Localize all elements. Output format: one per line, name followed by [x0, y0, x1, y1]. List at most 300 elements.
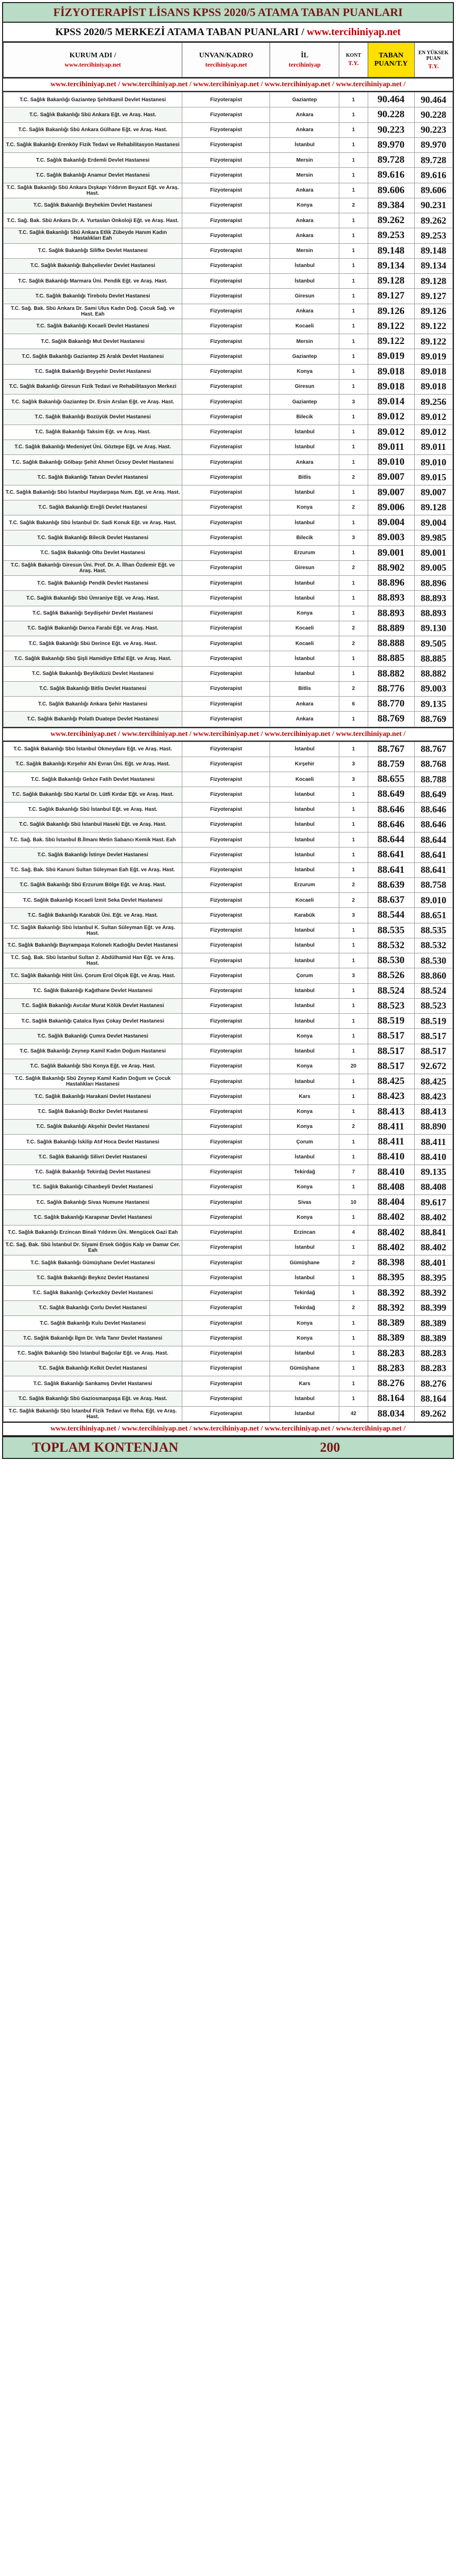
kontenjan-cell: 1	[339, 379, 368, 394]
kontenjan-cell: 1	[339, 455, 368, 470]
kurum-cell: T.C. Sağlık Bakanlığı Sbü İstanbul Haseki Eğt. ve Araş. Hast.	[4, 817, 182, 832]
table-row	[4, 213, 453, 228]
table-row	[4, 1135, 453, 1150]
table-row	[4, 530, 453, 545]
en-yuksek-puan-cell: 88.885	[414, 651, 452, 666]
unvan-cell: Fizyoterapist	[182, 379, 270, 394]
en-yuksek-puan-cell: 88.283	[414, 1346, 452, 1361]
taban-puan-cell: 88.646	[368, 802, 414, 817]
en-yuksek-puan-cell: 88.389	[414, 1316, 452, 1331]
kurum-cell: T.C. Sağ. Bak. Sbü İstanbul B.İlmanı Metin Sabancı Kemik Hast. Eah	[4, 833, 182, 847]
en-yuksek-puan-cell: 89.018	[414, 364, 452, 379]
il-cell: Ankara	[270, 213, 339, 228]
en-yuksek-puan-cell: 88.517	[414, 1044, 452, 1059]
il-cell: İstanbul	[270, 651, 339, 666]
taban-puan-cell: 88.641	[368, 862, 414, 877]
en-yuksek-puan-cell: 89.126	[414, 304, 452, 319]
kontenjan-cell: 1	[339, 802, 368, 817]
unvan-cell: Fizyoterapist	[182, 757, 270, 772]
table-row	[4, 1210, 453, 1225]
en-yuksek-puan-cell: 89.505	[414, 636, 452, 651]
unvan-cell: Fizyoterapist	[182, 576, 270, 591]
kurum-cell: T.C. Sağlık Bakanlığı Mut Devlet Hastanesi	[4, 334, 182, 349]
table-part-2	[3, 742, 453, 1422]
header-unvan	[182, 43, 270, 77]
table-part-1	[3, 92, 453, 727]
en-yuksek-puan-cell: 88.517	[414, 1029, 452, 1044]
kurum-cell: T.C. Sağ. Bak. Sbü İstanbul Dr. Siyami Ersek Göğüs Kalp ve Damar Cer. Eah	[4, 1240, 182, 1255]
unvan-cell: Fizyoterapist	[182, 274, 270, 289]
en-yuksek-puan-cell: 89.130	[414, 621, 452, 636]
kurum-cell: T.C. Sağlık Bakanlığı Gebze Fatih Devlet Hastanesi	[4, 772, 182, 787]
en-yuksek-puan-cell: 89.616	[414, 168, 452, 183]
il-cell: Bilecik	[270, 410, 339, 425]
unvan-cell: Fizyoterapist	[182, 1150, 270, 1165]
kurum-cell: T.C. Sağlık Bakanlığı Sbü Ankara Etlik Zübeyde Hanım Kadın Hastalıkları Eah	[4, 228, 182, 243]
kontenjan-cell: 1	[339, 364, 368, 379]
table-body-1	[4, 92, 453, 727]
table-row	[4, 1059, 453, 1074]
il-cell: Kocaeli	[270, 636, 339, 651]
kontenjan-cell: 1	[339, 213, 368, 228]
en-yuksek-puan-cell: 88.649	[414, 787, 452, 802]
unvan-cell: Fizyoterapist	[182, 1074, 270, 1089]
il-cell: Ankara	[270, 107, 339, 122]
en-yuksek-puan-cell: 88.519	[414, 1014, 452, 1029]
kontenjan-cell: 1	[339, 1104, 368, 1119]
il-cell: İstanbul	[270, 983, 339, 998]
taban-puan-cell: 88.532	[368, 938, 414, 953]
kontenjan-cell: 1	[339, 591, 368, 606]
kontenjan-cell: 1	[339, 862, 368, 877]
table-row	[4, 198, 453, 213]
table-row	[4, 379, 453, 394]
kurum-cell: T.C. Sağlık Bakanlığı Çorlu Devlet Hastanesi	[4, 1300, 182, 1315]
unvan-cell: Fizyoterapist	[182, 1270, 270, 1285]
header-yuksek-sub: T.Y.	[428, 62, 439, 70]
taban-puan-cell: 88.770	[368, 697, 414, 712]
il-cell: İstanbul	[270, 258, 339, 273]
il-cell: İstanbul	[270, 923, 339, 938]
il-cell: Tekirdağ	[270, 1300, 339, 1315]
kontenjan-cell: 1	[339, 243, 368, 258]
taban-puan-cell: 89.006	[368, 500, 414, 515]
unvan-cell: Fizyoterapist	[182, 697, 270, 712]
taban-puan-cell: 88.776	[368, 681, 414, 696]
kurum-cell: T.C. Sağlık Bakanlığı Tatvan Devlet Hastanesi	[4, 470, 182, 485]
kurum-cell: T.C. Sağlık Bakanlığı Kulu Devlet Hastanesi	[4, 1316, 182, 1331]
kurum-cell: T.C. Sağlık Bakanlığı Erzincan Binali Yıldırım Üni. Mengücek Gazi Eah	[4, 1225, 182, 1240]
il-cell: Ankara	[270, 183, 339, 198]
unvan-cell: Fizyoterapist	[182, 1391, 270, 1406]
taban-puan-cell: 88.769	[368, 712, 414, 727]
en-yuksek-puan-cell: 88.392	[414, 1285, 452, 1300]
en-yuksek-puan-cell: 88.413	[414, 1104, 452, 1119]
en-yuksek-puan-cell: 89.012	[414, 425, 452, 439]
subtitle-site-link[interactable]: www.tercihiniyap.net	[307, 26, 401, 38]
kurum-cell: T.C. Sağlık Bakanlığı Sbü Derince Eğt. ve Araş. Hast.	[4, 636, 182, 651]
taban-puan-cell: 88.402	[368, 1210, 414, 1225]
taban-puan-cell: 88.411	[368, 1119, 414, 1134]
unvan-cell: Fizyoterapist	[182, 213, 270, 228]
kontenjan-cell: 1	[339, 817, 368, 832]
table-row	[4, 1044, 453, 1059]
unvan-cell: Fizyoterapist	[182, 349, 270, 364]
en-yuksek-puan-cell: 89.128	[414, 274, 452, 289]
unvan-cell: Fizyoterapist	[182, 560, 270, 575]
table-row	[4, 923, 453, 938]
table-row	[4, 425, 453, 439]
footer-total-value: 200	[320, 1439, 340, 1455]
kontenjan-cell: 1	[339, 1391, 368, 1406]
unvan-cell: Fizyoterapist	[182, 364, 270, 379]
table-row	[4, 1029, 453, 1044]
en-yuksek-puan-cell: 88.524	[414, 983, 452, 998]
kurum-cell: T.C. Sağlık Bakanlığı Gaziantep Dr. Ersin Arslan Eğt. ve Araş. Hast.	[4, 395, 182, 410]
en-yuksek-puan-cell: 89.606	[414, 183, 452, 198]
unvan-cell: Fizyoterapist	[182, 938, 270, 953]
kurum-cell: T.C. Sağlık Bakanlığı Gaziantep Şehitkamil Devlet Hastanesi	[4, 92, 182, 107]
il-cell: İstanbul	[270, 953, 339, 968]
il-cell: İstanbul	[270, 1074, 339, 1089]
en-yuksek-puan-cell: 88.893	[414, 591, 452, 606]
kurum-cell: T.C. Sağlık Bakanlığı Kocaeli İzmit Seka Devlet Hastanesi	[4, 893, 182, 908]
kontenjan-cell: 1	[339, 1180, 368, 1195]
il-cell: İstanbul	[270, 439, 339, 454]
kontenjan-cell: 1	[339, 666, 368, 681]
unvan-cell: Fizyoterapist	[182, 712, 270, 727]
unvan-cell: Fizyoterapist	[182, 410, 270, 425]
kurum-cell: T.C. Sağlık Bakanlığı Sbü Erzurum Bölge Eğt. ve Araş. Hast.	[4, 877, 182, 892]
il-cell: Konya	[270, 198, 339, 213]
en-yuksek-puan-cell: 88.758	[414, 877, 452, 892]
kurum-cell: T.C. Sağlık Bakanlığı Polatlı Duatepe Devlet Hastanesi	[4, 712, 182, 727]
kontenjan-cell: 2	[339, 198, 368, 213]
unvan-cell: Fizyoterapist	[182, 1225, 270, 1240]
unvan-cell: Fizyoterapist	[182, 1165, 270, 1180]
kurum-cell: T.C. Sağlık Bakanlığı İskilip Atıf Hoca Devlet Hastanesi	[4, 1135, 182, 1150]
table-row	[4, 515, 453, 530]
kurum-cell: T.C. Sağlık Bakanlığı Sbü Konya Eğt. ve Araş. Hast.	[4, 1059, 182, 1074]
table-row	[4, 742, 453, 757]
kurum-cell: T.C. Sağlık Bakanlığı Karapınar Devlet Hastanesi	[4, 1210, 182, 1225]
taban-puan-cell: 88.398	[368, 1255, 414, 1270]
il-cell: Kırşehir	[270, 757, 339, 772]
table-row	[4, 258, 453, 273]
unvan-cell: Fizyoterapist	[182, 1406, 270, 1421]
il-cell: Konya	[270, 1331, 339, 1346]
table-row	[4, 1180, 453, 1195]
kontenjan-cell: 1	[339, 153, 368, 168]
unvan-cell: Fizyoterapist	[182, 923, 270, 938]
unvan-cell: Fizyoterapist	[182, 485, 270, 500]
il-cell: Çorum	[270, 1135, 339, 1150]
table-row	[4, 122, 453, 137]
taban-puan-cell: 88.646	[368, 817, 414, 832]
unvan-cell: Fizyoterapist	[182, 1346, 270, 1361]
taban-puan-cell: 88.637	[368, 893, 414, 908]
unvan-cell: Fizyoterapist	[182, 787, 270, 802]
kontenjan-cell: 1	[339, 1346, 368, 1361]
table-row	[4, 455, 453, 470]
middle-banner: www.tercihiniyap.net / www.tercihiniyap.net / www.tercihiniyap.net / www.tercihiniyap.net / www.tercihiniyap.net /	[3, 727, 453, 742]
kurum-cell: T.C. Sağlık Bakanlığı Beylikdüzü Devlet Hastanesi	[4, 666, 182, 681]
kontenjan-cell: 1	[339, 833, 368, 847]
kurum-cell: T.C. Sağlık Bakanlığı Kelkit Devlet Hastanesi	[4, 1361, 182, 1376]
kurum-cell: T.C. Sağlık Bakanlığı Akşehir Devlet Hastanesi	[4, 1119, 182, 1134]
il-cell: Erzurum	[270, 877, 339, 892]
kontenjan-cell: 3	[339, 530, 368, 545]
table-row	[4, 1089, 453, 1104]
il-cell: İstanbul	[270, 515, 339, 530]
taban-puan-cell: 88.389	[368, 1331, 414, 1346]
unvan-cell: Fizyoterapist	[182, 908, 270, 923]
kurum-cell: T.C. Sağlık Bakanlığı Silifke Devlet Hastanesi	[4, 243, 182, 258]
page-subtitle	[3, 23, 453, 42]
en-yuksek-puan-cell: 88.425	[414, 1074, 452, 1089]
il-cell: İstanbul	[270, 1406, 339, 1421]
il-cell: Bilecik	[270, 530, 339, 545]
table-row	[4, 1225, 453, 1240]
kurum-cell: T.C. Sağlık Bakanlığı Tirebolu Devlet Hastanesi	[4, 289, 182, 304]
kurum-cell: T.C. Sağlık Bakanlığı Sbü Ümraniye Eğt. ve Araş. Hast.	[4, 591, 182, 606]
unvan-cell: Fizyoterapist	[182, 1119, 270, 1134]
en-yuksek-puan-cell: 89.010	[414, 893, 452, 908]
header-kurum-label: KURUM ADI /	[69, 51, 116, 59]
taban-puan-cell: 88.759	[368, 757, 414, 772]
table-row	[4, 1165, 453, 1180]
taban-puan-cell: 89.253	[368, 228, 414, 243]
en-yuksek-puan-cell: 88.646	[414, 817, 452, 832]
taban-puan-cell: 88.410	[368, 1165, 414, 1180]
taban-puan-cell: 88.535	[368, 923, 414, 938]
taban-puan-cell: 89.262	[368, 213, 414, 228]
unvan-cell: Fizyoterapist	[182, 439, 270, 454]
taban-puan-cell: 88.410	[368, 1150, 414, 1165]
unvan-cell: Fizyoterapist	[182, 1316, 270, 1331]
il-cell: Kocaeli	[270, 772, 339, 787]
kurum-cell: T.C. Sağlık Bakanlığı Çumra Devlet Hastanesi	[4, 1029, 182, 1044]
kontenjan-cell: 1	[339, 122, 368, 137]
il-cell: Konya	[270, 606, 339, 621]
unvan-cell: Fizyoterapist	[182, 1361, 270, 1376]
kurum-cell: T.C. Sağlık Bakanlığı Sbü İstanbul K. Sultan Süleyman Eğt. ve Araş. Hast.	[4, 923, 182, 938]
il-cell: Konya	[270, 500, 339, 515]
kontenjan-cell: 10	[339, 1195, 368, 1210]
taban-puan-cell: 89.134	[368, 258, 414, 273]
kontenjan-cell: 1	[339, 425, 368, 439]
table-row	[4, 334, 453, 349]
table-row	[4, 636, 453, 651]
kurum-cell: T.C. Sağlık Bakanlığı Erdemli Devlet Hastanesi	[4, 153, 182, 168]
taban-puan-cell: 88.411	[368, 1135, 414, 1150]
table-row	[4, 168, 453, 183]
taban-puan-cell: 89.126	[368, 304, 414, 319]
kurum-cell: T.C. Sağlık Bakanlığı Bilecik Devlet Hastanesi	[4, 530, 182, 545]
il-cell: Konya	[270, 1180, 339, 1195]
il-cell: İstanbul	[270, 787, 339, 802]
unvan-cell: Fizyoterapist	[182, 395, 270, 410]
kurum-cell: T.C. Sağlık Bakanlığı Bayrampaşa Kolonelı Kadıoğlu Devlet Hastanesi	[4, 938, 182, 953]
unvan-cell: Fizyoterapist	[182, 198, 270, 213]
unvan-cell: Fizyoterapist	[182, 968, 270, 983]
table-row	[4, 304, 453, 319]
il-cell: İstanbul	[270, 802, 339, 817]
header-kont	[339, 43, 368, 77]
unvan-cell: Fizyoterapist	[182, 1376, 270, 1391]
table-row	[4, 681, 453, 696]
kurum-cell: T.C. Sağlık Bakanlığı Ankara Şehir Hastanesi	[4, 697, 182, 712]
unvan-cell: Fizyoterapist	[182, 1029, 270, 1044]
kurum-cell: T.C. Sağlık Bakanlığı Harakani Devlet Hastanesi	[4, 1089, 182, 1104]
kontenjan-cell: 1	[339, 1270, 368, 1285]
table-row	[4, 545, 453, 560]
en-yuksek-puan-cell: 88.523	[414, 998, 452, 1013]
en-yuksek-puan-cell: 89.019	[414, 349, 452, 364]
il-cell: Tekirdağ	[270, 1285, 339, 1300]
page-title: FİZYOTERAPİST LİSANS KPSS 2020/5 ATAMA TABAN PUANLARI	[3, 3, 453, 23]
unvan-cell: Fizyoterapist	[182, 772, 270, 787]
kontenjan-cell: 2	[339, 1119, 368, 1134]
en-yuksek-puan-cell: 89.003	[414, 681, 452, 696]
taban-puan-cell: 88.639	[368, 877, 414, 892]
il-cell: Kocaeli	[270, 621, 339, 636]
il-cell: Ankara	[270, 712, 339, 727]
kurum-cell: T.C. Sağlık Bakanlığı Medeniyet Üni. Göztepe Eğt. ve Araş. Hast.	[4, 439, 182, 454]
taban-puan-cell: 88.392	[368, 1285, 414, 1300]
en-yuksek-puan-cell: 89.135	[414, 697, 452, 712]
unvan-cell: Fizyoterapist	[182, 319, 270, 334]
unvan-cell: Fizyoterapist	[182, 168, 270, 183]
table-row	[4, 1361, 453, 1376]
taban-puan-cell: 88.413	[368, 1104, 414, 1119]
kurum-cell: T.C. Sağlık Bakanlığı Sivas Numune Hastanesi	[4, 1195, 182, 1210]
table-row	[4, 666, 453, 681]
table-row	[4, 1406, 453, 1421]
taban-puan-cell: 88.392	[368, 1300, 414, 1315]
en-yuksek-puan-cell: 89.728	[414, 153, 452, 168]
taban-puan-cell: 88.034	[368, 1406, 414, 1421]
en-yuksek-puan-cell: 88.882	[414, 666, 452, 681]
kontenjan-cell: 1	[339, 847, 368, 862]
table-row	[4, 243, 453, 258]
il-cell: İstanbul	[270, 998, 339, 1013]
table-row	[4, 1331, 453, 1346]
il-cell: Giresun	[270, 560, 339, 575]
kontenjan-cell: 1	[339, 576, 368, 591]
en-yuksek-puan-cell: 88.410	[414, 1150, 452, 1165]
kontenjan-cell: 1	[339, 183, 368, 198]
taban-puan-cell: 88.164	[368, 1391, 414, 1406]
taban-puan-cell: 88.544	[368, 908, 414, 923]
header-il	[270, 43, 339, 77]
il-cell: İstanbul	[270, 425, 339, 439]
il-cell: İstanbul	[270, 742, 339, 757]
unvan-cell: Fizyoterapist	[182, 1331, 270, 1346]
kurum-cell: T.C. Sağlık Bakanlığı Pendik Devlet Hastanesi	[4, 576, 182, 591]
table-row	[4, 274, 453, 289]
en-yuksek-puan-cell: 89.253	[414, 228, 452, 243]
kurum-cell: T.C. Sağlık Bakanlığı Sarıkamış Devlet Hastanesi	[4, 1376, 182, 1391]
kurum-cell: T.C. Sağlık Bakanlığı Sbü Ankara Dışkapı Yıldırım Beyazıt Eğt. ve Araş. Hast.	[4, 183, 182, 198]
kontenjan-cell: 2	[339, 636, 368, 651]
kontenjan-cell: 2	[339, 877, 368, 892]
il-cell: Erzurum	[270, 545, 339, 560]
en-yuksek-puan-cell: 89.122	[414, 334, 452, 349]
table-row	[4, 1074, 453, 1089]
kurum-cell: T.C. Sağlık Bakanlığı Silivri Devlet Hastanesi	[4, 1150, 182, 1165]
header-kont-label: KONT	[345, 53, 361, 58]
il-cell: Çorum	[270, 968, 339, 983]
table-row	[4, 847, 453, 862]
taban-puan-cell: 88.530	[368, 953, 414, 968]
kurum-cell: T.C. Sağlık Bakanlığı Gaziantep 25 Aralık Devlet Hastanesi	[4, 349, 182, 364]
header-kurum	[4, 43, 182, 77]
taban-puan-cell: 89.004	[368, 515, 414, 530]
kurum-cell: T.C. Sağlık Bakanlığı Sbü Gaziosmanpaşa Eğt. ve Araş. Hast.	[4, 1391, 182, 1406]
kontenjan-cell: 1	[339, 1240, 368, 1255]
kurum-cell: T.C. Sağlık Bakanlığı Beyhekim Devlet Hastanesi	[4, 198, 182, 213]
unvan-cell: Fizyoterapist	[182, 802, 270, 817]
unvan-cell: Fizyoterapist	[182, 591, 270, 606]
il-cell: İstanbul	[270, 862, 339, 877]
il-cell: Ankara	[270, 122, 339, 137]
il-cell: Mersin	[270, 243, 339, 258]
en-yuksek-puan-cell: 89.262	[414, 1406, 452, 1421]
kurum-cell: T.C. Sağlık Bakanlığı Anamur Devlet Hastanesi	[4, 168, 182, 183]
table-row	[4, 1119, 453, 1134]
kontenjan-cell: 3	[339, 772, 368, 787]
kontenjan-cell: 2	[339, 893, 368, 908]
kontenjan-cell: 20	[339, 1059, 368, 1074]
il-cell: Giresun	[270, 379, 339, 394]
kontenjan-cell: 3	[339, 395, 368, 410]
taban-puan-cell: 89.018	[368, 379, 414, 394]
kontenjan-cell: 1	[339, 107, 368, 122]
kurum-cell: T.C. Sağlık Bakanlığı Giresun Üni. Prof. Dr. A. İlhan Özdemir Eğt. ve Araş. Hast.	[4, 560, 182, 575]
kurum-cell: T.C. Sağlık Bakanlığı Seydişehir Devlet Hastanesi	[4, 606, 182, 621]
il-cell: Mersin	[270, 168, 339, 183]
unvan-cell: Fizyoterapist	[182, 606, 270, 621]
il-cell: İstanbul	[270, 817, 339, 832]
kurum-cell: T.C. Sağlık Bakanlığı Bahçelievler Devlet Hastanesi	[4, 258, 182, 273]
unvan-cell: Fizyoterapist	[182, 953, 270, 968]
unvan-cell: Fizyoterapist	[182, 243, 270, 258]
taban-puan-cell: 89.014	[368, 395, 414, 410]
kontenjan-cell: 1	[339, 228, 368, 243]
kontenjan-cell: 1	[339, 651, 368, 666]
kurum-cell: T.C. Sağlık Bakanlığı Cihanbeyli Devlet Hastanesi	[4, 1180, 182, 1195]
unvan-cell: Fizyoterapist	[182, 455, 270, 470]
table-row	[4, 651, 453, 666]
taban-puan-cell: 89.127	[368, 289, 414, 304]
kurum-cell: T.C. Sağlık Bakanlığı Beyşehir Devlet Hastanesi	[4, 364, 182, 379]
en-yuksek-puan-cell: 88.896	[414, 576, 452, 591]
kurum-cell: T.C. Sağlık Bakanlığı Marmara Üni. Pendik Eğt. ve Araş. Hast.	[4, 274, 182, 289]
il-cell: Konya	[270, 1119, 339, 1134]
unvan-cell: Fizyoterapist	[182, 530, 270, 545]
table-row	[4, 802, 453, 817]
kurum-cell: T.C. Sağlık Bakanlığı Darıca Farabi Eğt. ve Araş. Hast.	[4, 621, 182, 636]
kurum-cell: T.C. Sağlık Bakanlığı Avcılar Murat Kölük Devlet Hastanesi	[4, 998, 182, 1013]
kurum-cell: T.C. Sağlık Bakanlığı Sbü Ankara Gülhane Eğt. ve Araş. Hast.	[4, 122, 182, 137]
kurum-cell: T.C. Sağlık Bakanlığı Sbü Zeynep Kamil Kadın Doğum ve Çocuk Hastalıkları Hastanesi	[4, 1074, 182, 1089]
table-row	[4, 817, 453, 832]
unvan-cell: Fizyoterapist	[182, 1059, 270, 1074]
il-cell: İstanbul	[270, 833, 339, 847]
kurum-cell: T.C. Sağlık Bakanlığı Kağıthane Devlet Hastanesi	[4, 983, 182, 998]
il-cell: Erzincan	[270, 1225, 339, 1240]
